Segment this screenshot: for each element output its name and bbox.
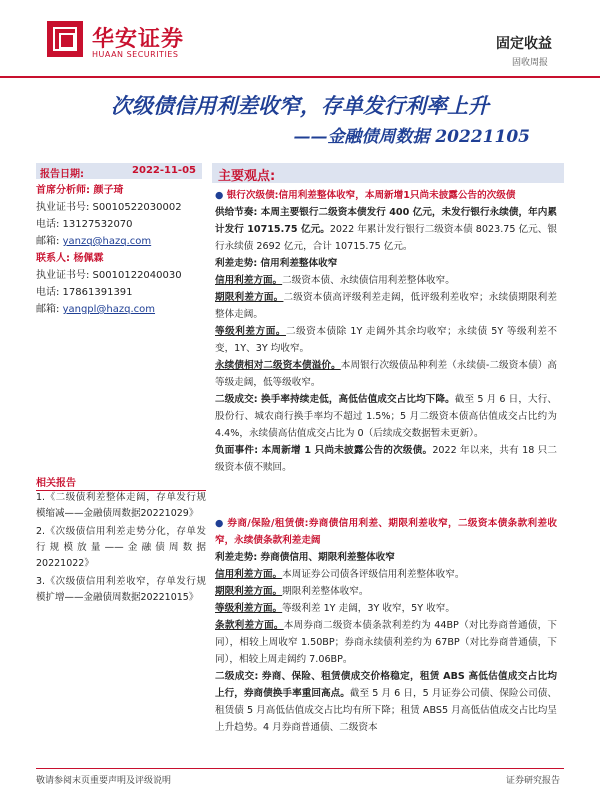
footer-divider (36, 768, 564, 769)
section-bullet-text: 券商/保险/租赁债:券商债信用利差、期限利差收窄，二级资本债条款利差收窄，永续债条款利差走阔 (215, 518, 557, 546)
para-lead: 期限利差方面。 (215, 586, 283, 597)
contact-email-link[interactable]: yangpl@hazq.com (62, 304, 156, 315)
analyst-card-1 (36, 182, 206, 250)
brand-name-en: HUAAN SECURITIES (92, 50, 179, 59)
date-value: 2022-11-05 (132, 165, 196, 176)
footer-disclaimer: 敬请参阅末页重要声明及评级说明 (36, 776, 172, 786)
paragraph-grade-spread (215, 600, 557, 617)
analyst-card-2 (36, 250, 206, 318)
para-body: 2022 年累计发行银行二级资本债 8023.75 亿元、银行永续债 2692 亿元，合计 10715.75 亿元。 (215, 224, 557, 252)
para-lead: 供给节奏: 本周主要银行二级资本债发行 400 亿元，未发行银行永续债，年内累计发行 10715.75 亿元。 (215, 207, 557, 235)
paragraph-secondary-trading (215, 391, 557, 442)
related-report-item[interactable]: 2.《次级债信用利差走势分化，存单发行规模放量——金融债周数据20221022》 (36, 526, 206, 569)
paragraph-term-spread (215, 289, 557, 323)
related-report-item[interactable]: 1.《二级债利差整体走阔，存单发行规模缩减——金融债周数据20221029》 (36, 492, 206, 519)
related-reports-heading: 相关报告 (36, 474, 206, 491)
contact-cert: 执业证书号: S0010122040030 (36, 270, 182, 281)
para-lead: 等级利差方面。 (215, 603, 283, 614)
para-body: 本周券商二级资本债条款利差约为 44BP（对比券商普通债，下同），相较上周收窄 1.50BP；券商永续债利差约为 67BP（对比券商普通债，下同），相较上周走阔约 7.06BP。 (215, 620, 558, 665)
paragraph-clause-spread (215, 617, 557, 668)
report-date (36, 163, 202, 179)
related-reports-list (36, 490, 206, 606)
company-logo (47, 21, 83, 57)
para-lead: 信用利差方面。 (215, 569, 283, 580)
bullet-dot-icon: ● (215, 518, 228, 529)
email-label: 邮箱: (36, 236, 63, 247)
para-body: 本周银行次级债品种利差（永续债-二级资本债）高等级走阔，低等级收窄。 (215, 360, 558, 388)
para-body: 2022 年以来，共有 18 只二级资本债不赎回。 (215, 445, 557, 473)
para-body: 等级利差 1Y 走阔，3Y 收窄，5Y 收窄。 (282, 603, 455, 614)
section-broker-insurance-lease-debt (215, 515, 557, 736)
contact-phone: 电话: 17861391391 (36, 287, 133, 298)
paragraph-perp-premium (215, 357, 557, 391)
para-lead: 负面事件: 本周新增 1 只尚未披露公告的次级债。 (215, 445, 433, 456)
para-body: 二级资本债高评级利差走阔，低评级利差收窄；永续债期限利差整体走阔。 (215, 292, 558, 320)
paragraph-negative-events (215, 442, 557, 476)
spread-trend: 利差走势: 券商债信用、期限利差整体收窄 (215, 552, 395, 563)
paragraph-credit-spread (215, 272, 557, 289)
para-lead: 条款利差方面。 (215, 620, 284, 631)
email-label: 邮箱: (36, 304, 63, 315)
brand-name-cn: 华安证券 (92, 26, 185, 52)
paragraph-term-spread (215, 583, 557, 600)
para-body: 二级资本债除 1Y 走阔外其余均收窄；永续债 5Y 等级利差不变，1Y、3Y 均收窄。 (215, 326, 557, 354)
para-lead: 等级利差方面。 (215, 326, 286, 337)
paragraph-grade-spread (215, 323, 557, 357)
analyst-cert: 执业证书号: S0010522030002 (36, 202, 182, 213)
contact-role: 联系人: 杨佩霖 (36, 253, 104, 264)
section-bank-subordinated-debt (215, 187, 557, 476)
para-body: 截至 5 月 6 日，5 月证券公司债、保险公司债、租赁债 5 月高低估值成交占比均有所下降；租赁 ABS5 月高低估值成交占比均呈上升趋势。4 月券商普通债、二级资本 (215, 688, 557, 733)
section-bullet-text: 银行次级债:信用利差整体收窄，本周新增1只尚未披露公告的次级债 (226, 190, 516, 201)
para-lead: 二级成交: 换手率持续走低，高低估值成交占比均下降。 (215, 394, 455, 405)
para-body: 本周证券公司债各评级信用利差整体收窄。 (282, 569, 465, 580)
footer-label: 证券研究报告 (505, 776, 560, 786)
paragraph-credit-spread (215, 566, 557, 583)
para-lead: 信用利差方面。 (215, 275, 283, 286)
spread-trend: 利差走势: 信用利差整体收窄 (215, 258, 338, 269)
related-report-item[interactable]: 3.《次级债信用利差收窄，存单发行规模扩增——金融债周数据20221015》 (36, 576, 206, 603)
bullet-dot-icon: ● (215, 190, 227, 201)
para-lead: 二级成交: 券商、保险、租赁债成交价格稳定，租赁 ABS 高低估值成交占比均上行，券商债换手率重回高点。 (215, 671, 557, 699)
main-views-heading: 主要观点: (212, 163, 564, 183)
para-body: 期限利差整体收窄。 (282, 586, 369, 597)
para-lead: 期限利差方面。 (215, 292, 284, 303)
section-bullet (215, 187, 557, 204)
report-subtype: 固收周报 (511, 58, 548, 68)
sub-title: ——金融债周数据 20221105 (293, 127, 530, 147)
paragraph-secondary-trading (215, 668, 557, 736)
date-label: 报告日期: (40, 169, 84, 180)
analyst-email-link[interactable]: yanzq@hazq.com (62, 236, 152, 247)
analyst-phone: 电话: 13127532070 (36, 219, 133, 230)
para-lead: 永续债相对二级资本债溢价。 (215, 360, 341, 371)
analyst-role: 首席分析师: 颜子琦 (36, 185, 124, 196)
paragraph-supply (215, 204, 557, 255)
report-type: 固定收益 (496, 36, 552, 52)
section-bullet (215, 515, 557, 549)
para-body: 二级资本债、永续债信用利差整体收窄。 (282, 275, 455, 286)
main-title: 次级债信用利差收窄，存单发行利率上升 (111, 93, 489, 118)
para-body: 截至 5 月 6 日，大行、股份行、城农商行换手率均不超过 1.5%；5 月二级资本债高估值成交占比约为 4.4%，永续债高估值成交占比为 0（后续成交数据暂未更新）。 (215, 394, 557, 439)
header-divider (0, 76, 600, 78)
